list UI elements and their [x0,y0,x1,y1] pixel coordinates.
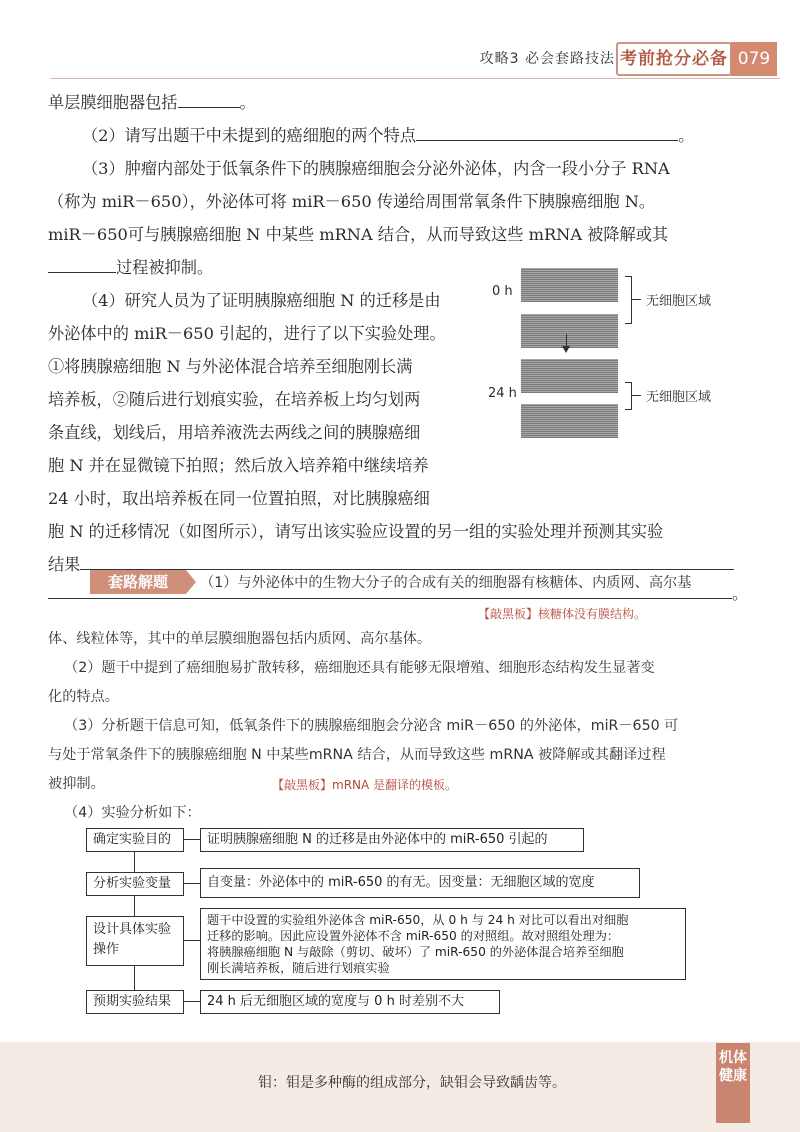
scratch-assay-figure [488,268,758,468]
question-4: 24 小时，取出培养板在同一位置拍照，对比胰腺癌细 [48,489,430,508]
answer-1: （1）与外泌体中的生物大分子的合成有关的细胞器有核糖体、内质网、高尔基 [200,575,692,591]
note-tip: 【敲黑板】mRNA 是翻译的模板。 [272,778,458,792]
flow-connector [184,883,200,884]
cell-band [521,359,618,393]
question-4: 胞 N 的迁移情况（如图所示），请写出该实验应设置的另一组的实验处理并预测其实验 [48,522,664,541]
question-text: 。 [239,93,256,112]
region-label: 无细胞区域 [646,390,712,405]
footer-box [0,1042,800,1132]
solution-tag: 套路解题 [90,570,186,594]
flow-connector [184,940,200,941]
answer-1: 体、线粒体等，其中的单层膜细胞器包括内质网、高尔基体。 [48,631,432,647]
flow-step-result: 预期实验结果 [86,990,184,1014]
flow-step-purpose: 确定实验目的 [86,828,184,852]
flow-design-line: 刚长满培养板，随后进行划痕实验 [207,961,390,975]
cell-band [521,404,618,438]
brace-bracket [625,276,632,324]
section-title: 攻略3 必会套路技法 [479,51,615,67]
flow-step-design [86,916,184,966]
side-tab: 机体健康 [716,1043,750,1123]
question-4: 外泌体中的 miR－650 引起的，进行了以下实验处理。 [48,324,446,343]
page-number: 079 [731,42,777,76]
flow-connector [184,1001,200,1002]
flow-purpose-text: 证明胰腺癌细胞 N 的迁移是由外泌体中的 miR-650 引起的 [200,828,584,852]
flow-step-design-label: 操作 [93,942,120,957]
flow-design-line: 题干中设置的实验组外泌体含 miR-650，从 0 h 与 24 h 对比可以看出对细胞 [207,913,629,927]
footer-tip: 钼：钼是多种酶的组成部分，缺钼会导致龋齿等。 [258,1075,566,1091]
time-label-0h: 0 h [492,284,513,299]
page-header [0,38,800,78]
arrow-down-icon [562,346,570,353]
flow-result-text: 24 h 后无细胞区域的宽度与 0 h 时差别不大 [200,990,500,1014]
tag-arrow-icon [186,570,196,594]
answer-2: （2）题干中提到了癌细胞易扩散转移，癌细胞还具有能够无限增殖、细胞形态结构发生显著变 [64,660,655,676]
answer-3: 与处于常氧条件下的胰腺癌细胞 N 中某些mRNA 结合，从而导致这些 mRNA 被降解或其翻译过程 [48,747,666,763]
answer-blank [48,254,116,273]
header-badge: 考前抢分必备 [616,42,732,76]
question-4: ①将胰腺癌细胞 N 与外泌体混合培养至细胞刚长满 [48,357,413,376]
header-divider [50,78,780,79]
arrow-line [566,334,567,346]
question-3 [48,251,213,284]
answer-blank [80,551,734,570]
brace-tick [631,395,641,396]
question-text: （2）请写出题干中未提到的癌细胞的两个特点 [82,126,417,145]
question-4: 培养板，②随后进行划痕实验，在培养板上均匀划两 [48,390,421,409]
note-tip: 【敲黑板】核糖体没有膜结构。 [478,607,647,621]
question-text: 。 [678,126,695,145]
flow-step-design-label: 设计具体实验 [93,922,172,937]
question-3: （3）肿瘤内部处于低氧条件下的胰腺癌细胞会分泌外泌体，内含一段小分子 RNA [82,159,670,178]
answer-3: （3）分析题干信息可知，低氧条件下的胰腺癌细胞会分泌含 miR－650 的外泌体，miR－650 可 [64,718,679,734]
question-text: 单层膜细胞器包括 [48,93,178,112]
flow-variables-text: 自变量：外泌体中的 miR-650 的有无。因变量：无细胞区域的宽度 [200,868,640,898]
question-3: （称为 miR－650），外泌体可将 miR－650 传递给周围常氧条件下胰腺癌细胞 N。 [48,192,656,211]
region-label: 无细胞区域 [646,294,712,309]
flow-design-text [200,908,686,980]
question-text: 结果 [48,555,81,574]
cell-band [521,314,618,348]
brace-bracket [625,382,632,410]
answer-blank [178,89,240,108]
flow-design-line: 迁移的影响。因此应设置外泌体不含 miR-650 的对照组。故对照组处理为： [207,929,620,943]
brace-tick [631,299,641,300]
question-text: 。 [732,584,749,603]
flow-design-line: 将胰腺癌细胞 N 与敲除（剪切、破坏）了 miR-650 的外泌体混合培养至细胞 [207,945,624,959]
flow-step-variables: 分析实验变量 [86,872,184,896]
flow-connector [184,839,200,840]
question-2 [82,119,694,152]
question-4: 条直线，划线后，用培养液洗去两线之间的胰腺癌细 [48,423,421,442]
answer-blank [416,122,678,141]
question-4: 胞 N 并在显微镜下拍照；然后放入培养箱中继续培养 [48,456,429,475]
question-text: 过程被抑制。 [116,258,214,277]
answer-3: 被抑制。 [48,776,105,792]
question-4: （4）研究人员为了证明胰腺癌细胞 N 的迁移是由 [82,291,441,310]
question-line [48,86,256,119]
time-label-24h: 24 h [488,386,517,401]
cell-band [521,268,618,302]
question-3: miR－650可与胰腺癌细胞 N 中某些 mRNA 结合，从而导致这些 mRNA 被降解或其 [48,225,669,244]
answer-4: （4）实验分析如下： [64,805,201,821]
answer-2: 化的特点。 [48,689,119,705]
